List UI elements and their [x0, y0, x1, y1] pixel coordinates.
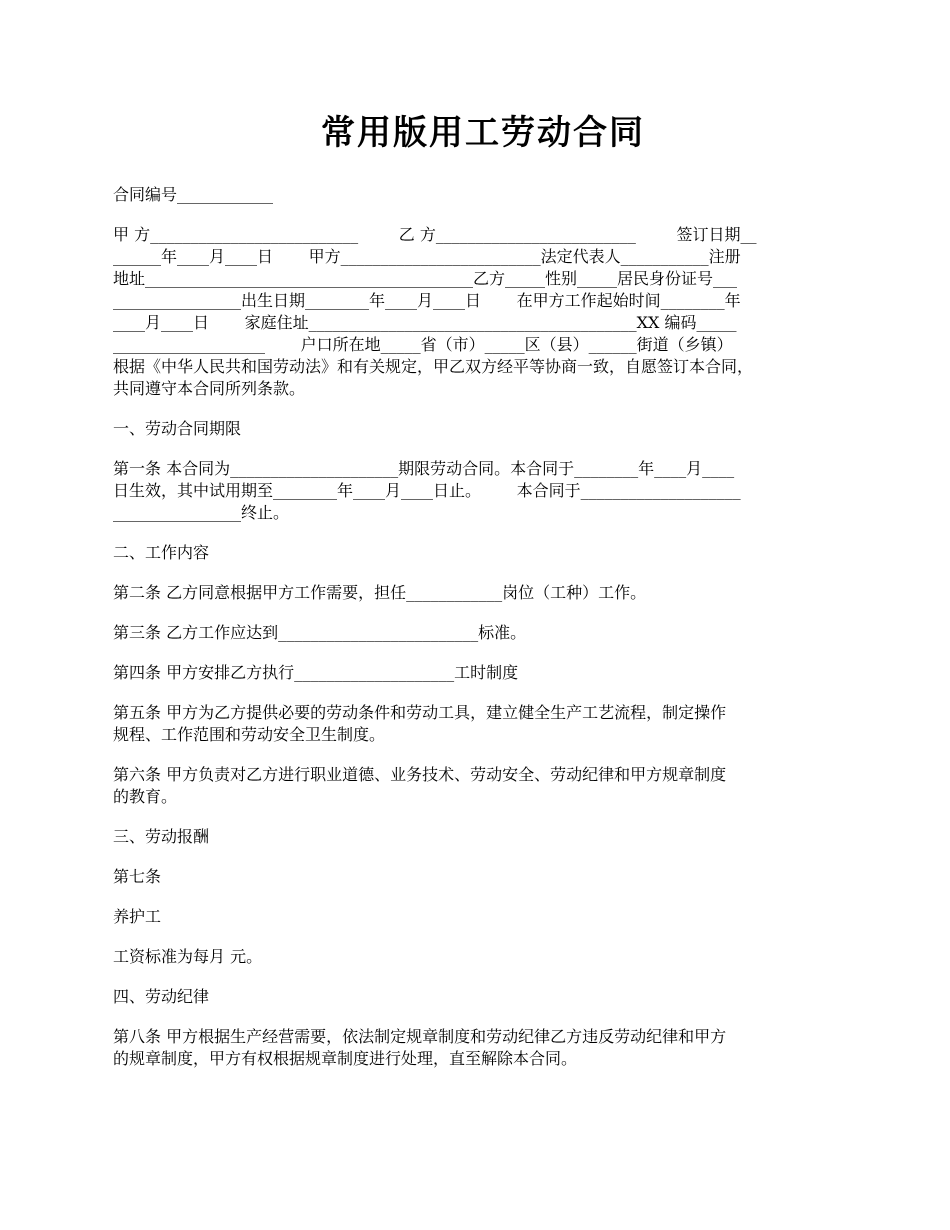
article-7-role: 养护工 [113, 907, 162, 926]
article-5 [113, 702, 853, 746]
section-heading-term: 一、劳动合同期限 [113, 419, 242, 438]
document-title: 常用版用工劳动合同 [321, 113, 645, 153]
article-1-line: ________________终止。 [113, 503, 290, 522]
article-7: 第七条 [113, 867, 162, 886]
parties-section [113, 224, 853, 400]
section-heading-discipline: 四、劳动纪律 [113, 987, 210, 1006]
article-3: 第三条 乙方工作应达到_________________________标准。 [113, 623, 527, 642]
parties-line: 甲 方__________________________ 乙 方_________________________ 签订日期__ [113, 225, 757, 244]
article-1 [113, 458, 853, 524]
article-1-line: 日生效，其中试用期至________年____月____日止。 本合同于____________________ [113, 481, 741, 500]
article-1-line: 第一条 本合同为_____________________期限劳动合同。本合同于________年____月____ [113, 459, 735, 478]
parties-line: ___________________ 户口所在地_____省（市）_____区（县）______街道（乡镇） [113, 335, 733, 354]
parties-line: 共同遵守本合同所列条款。 [113, 379, 306, 398]
article-5-line: 第五条 甲方为乙方提供必要的劳动条件和劳动工具，建立健全生产工艺流程，制定操作 [113, 703, 727, 722]
article-8 [113, 1026, 853, 1070]
parties-line: 根据《中华人民共和国劳动法》和有关规定，甲乙双方经平等协商一致，自愿签订本合同， [113, 357, 754, 376]
article-5-line: 规程、工作范围和劳动安全卫生制度。 [113, 725, 386, 744]
parties-line: 地址_________________________________________乙方_____性别_____居民身份证号___ [113, 269, 738, 288]
article-4: 第四条 甲方安排乙方执行____________________工时制度 [113, 663, 519, 682]
parties-line: ______年____月____日 甲方_________________________法定代表人___________注册 [113, 247, 741, 266]
article-6 [113, 764, 853, 808]
article-8-line: 的规章制度，甲方有权根据规章制度进行处理，直至解除本合同。 [113, 1049, 578, 1068]
contract-number: 合同编号____________ [113, 185, 274, 204]
article-7-wage: 工资标准为每月 元。 [113, 947, 263, 966]
article-8-line: 第八条 甲方根据生产经营需要，依法制定规章制度和劳动纪律乙方违反劳动纪律和甲方 [113, 1027, 727, 1046]
section-heading-work: 二、工作内容 [113, 543, 210, 562]
parties-line: ____月____日 家庭住址_________________________________________XX 编码_____ [113, 313, 737, 332]
article-2: 第二条 乙方同意根据甲方工作需要，担任____________岗位（工种）工作。 [113, 583, 647, 602]
article-6-line: 第六条 甲方负责对乙方进行职业道德、业务技术、劳动安全、劳动纪律和甲方规章制度 [113, 765, 727, 784]
contract-page [113, 108, 853, 1088]
section-heading-pay: 三、劳动报酬 [113, 827, 210, 846]
article-6-line: 的教育。 [113, 787, 178, 806]
parties-line: ________________出生日期________年____月____日 在甲方工作起始时间________年 [113, 291, 741, 310]
